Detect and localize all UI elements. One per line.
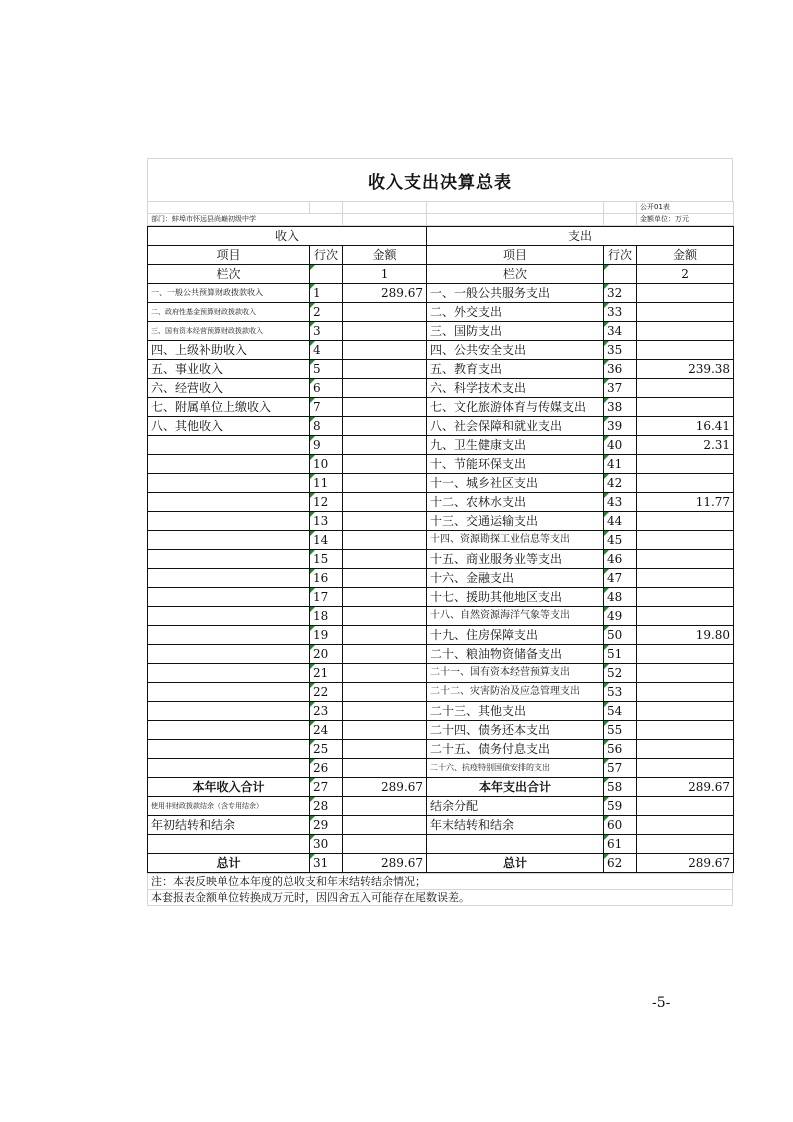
income-amount [343, 721, 427, 740]
table-row [148, 702, 734, 721]
expense-total-line: 59 [604, 797, 637, 816]
income-item [148, 759, 310, 778]
expense-item: 五、教育支出 [427, 360, 604, 379]
income-total-amount [343, 816, 427, 835]
expense-line: 38 [604, 398, 637, 417]
income-total-item: 总计 [148, 854, 310, 873]
department-row [148, 214, 734, 226]
table-row [148, 645, 734, 664]
expense-item: 十六、金融支出 [427, 569, 604, 588]
income-line: 7 [310, 398, 343, 417]
note-line-1: 注：本表反映单位本年度的总收支和年末结转结余情况； [148, 874, 733, 890]
income-amount [343, 417, 427, 436]
income-line: 12 [310, 493, 343, 512]
income-item: 六、经营收入 [148, 379, 310, 398]
expense-item: 三、国防支出 [427, 322, 604, 341]
income-amount [343, 341, 427, 360]
expense-line-header: 行次 [604, 246, 637, 265]
table-row [148, 626, 734, 645]
income-amount [343, 740, 427, 759]
expense-amount [637, 759, 734, 778]
expense-item: 十八、自然资源海洋气象等支出 [427, 607, 604, 626]
expense-line: 46 [604, 550, 637, 569]
table-row [148, 740, 734, 759]
expense-amount [637, 683, 734, 702]
expense-amount [637, 702, 734, 721]
income-col-label: 栏次 [148, 265, 310, 284]
total-row [148, 797, 734, 816]
income-amount [343, 455, 427, 474]
income-line: 23 [310, 702, 343, 721]
expense-total-amount: 289.67 [637, 854, 734, 873]
income-line: 2 [310, 303, 343, 322]
expense-line: 53 [604, 683, 637, 702]
expense-line: 56 [604, 740, 637, 759]
expense-amount [637, 303, 734, 322]
income-item: 八、其他收入 [148, 417, 310, 436]
expense-line: 39 [604, 417, 637, 436]
expense-item: 六、科学技术支出 [427, 379, 604, 398]
expense-amount [637, 531, 734, 550]
expense-item: 二十二、灾害防治及应急管理支出 [427, 683, 604, 702]
expense-item: 十三、交通运输支出 [427, 512, 604, 531]
income-line: 14 [310, 531, 343, 550]
expense-header: 支出 [427, 227, 734, 246]
expense-amount: 16.41 [637, 417, 734, 436]
meta-table [147, 201, 734, 226]
income-line: 25 [310, 740, 343, 759]
expense-item: 二十四、债务还本支出 [427, 721, 604, 740]
expense-line: 48 [604, 588, 637, 607]
expense-line: 49 [604, 607, 637, 626]
income-item: 三、国有资本经营预算财政拨款收入 [148, 322, 310, 341]
total-row [148, 778, 734, 797]
table-row [148, 474, 734, 493]
expense-total-amount [637, 816, 734, 835]
income-total-item: 年初结转和结余 [148, 816, 310, 835]
income-amount [343, 569, 427, 588]
income-line: 10 [310, 455, 343, 474]
expense-amount [637, 588, 734, 607]
expense-amount [637, 550, 734, 569]
income-amount [343, 607, 427, 626]
report-sheet [147, 158, 733, 906]
income-line: 20 [310, 645, 343, 664]
expense-item: 二十、粮油物资储备支出 [427, 645, 604, 664]
expense-amount [637, 474, 734, 493]
page-number: -5- [652, 995, 671, 1011]
expense-item: 十、节能环保支出 [427, 455, 604, 474]
income-item [148, 550, 310, 569]
income-line: 22 [310, 683, 343, 702]
table-row [148, 303, 734, 322]
income-item [148, 683, 310, 702]
expense-total-line: 58 [604, 778, 637, 797]
income-total-item: 本年收入合计 [148, 778, 310, 797]
income-item [148, 588, 310, 607]
expense-item: 十五、商业服务业等支出 [427, 550, 604, 569]
income-item-header: 项目 [148, 246, 310, 265]
income-amount [343, 531, 427, 550]
expense-total-item: 本年支出合计 [427, 778, 604, 797]
income-item [148, 474, 310, 493]
income-col-index: 1 [343, 265, 427, 284]
expense-line: 57 [604, 759, 637, 778]
expense-total-amount [637, 835, 734, 854]
table-row [148, 341, 734, 360]
expense-amount [637, 721, 734, 740]
income-amount [343, 683, 427, 702]
income-line: 6 [310, 379, 343, 398]
expense-item: 十一、城乡社区支出 [427, 474, 604, 493]
income-item [148, 721, 310, 740]
expense-total-line: 62 [604, 854, 637, 873]
table-body [148, 284, 734, 873]
income-amount [343, 512, 427, 531]
expense-line: 51 [604, 645, 637, 664]
income-item: 一、一般公共预算财政拨款收入 [148, 284, 310, 303]
table-row [148, 322, 734, 341]
income-total-line: 27 [310, 778, 343, 797]
income-total-item [148, 835, 310, 854]
income-item [148, 512, 310, 531]
budget-table [147, 226, 734, 873]
expense-item: 十二、农林水支出 [427, 493, 604, 512]
table-row [148, 436, 734, 455]
expense-line: 54 [604, 702, 637, 721]
expense-item: 九、卫生健康支出 [427, 436, 604, 455]
expense-amount [637, 284, 734, 303]
income-line: 3 [310, 322, 343, 341]
table-row [148, 588, 734, 607]
income-amount [343, 322, 427, 341]
expense-item: 十四、资源勘探工业信息等支出 [427, 531, 604, 550]
expense-line: 33 [604, 303, 637, 322]
income-line: 1 [310, 284, 343, 303]
table-row [148, 664, 734, 683]
expense-line: 52 [604, 664, 637, 683]
income-amount [343, 702, 427, 721]
table-row [148, 360, 734, 379]
expense-amount: 11.77 [637, 493, 734, 512]
expense-item: 十九、住房保障支出 [427, 626, 604, 645]
expense-line: 34 [604, 322, 637, 341]
income-amount: 289.67 [343, 284, 427, 303]
income-total-amount [343, 797, 427, 816]
expense-line: 55 [604, 721, 637, 740]
income-amount-header: 金额 [343, 246, 427, 265]
expense-amount [637, 569, 734, 588]
expense-item: 十七、援助其他地区支出 [427, 588, 604, 607]
income-line: 13 [310, 512, 343, 531]
table-row [148, 683, 734, 702]
expense-amount [637, 455, 734, 474]
table-row [148, 569, 734, 588]
notes-table [147, 873, 733, 906]
total-row [148, 816, 734, 835]
expense-total-amount [637, 797, 734, 816]
total-row [148, 835, 734, 854]
table-row [148, 512, 734, 531]
income-amount [343, 303, 427, 322]
income-amount [343, 398, 427, 417]
income-line: 11 [310, 474, 343, 493]
income-item [148, 645, 310, 664]
expense-item: 二十三、其他支出 [427, 702, 604, 721]
income-line: 24 [310, 721, 343, 740]
table-row [148, 379, 734, 398]
income-line: 21 [310, 664, 343, 683]
income-total-line: 30 [310, 835, 343, 854]
table-row [148, 493, 734, 512]
income-item: 七、附属单位上缴收入 [148, 398, 310, 417]
expense-col-label: 栏次 [427, 265, 604, 284]
income-item [148, 626, 310, 645]
table-row [148, 721, 734, 740]
table-row [148, 398, 734, 417]
income-amount [343, 759, 427, 778]
expense-line: 40 [604, 436, 637, 455]
report-title: 收入支出决算总表 [368, 172, 512, 193]
column-header-row [148, 246, 734, 265]
income-amount [343, 588, 427, 607]
expense-amount [637, 645, 734, 664]
section-header-row [148, 227, 734, 246]
income-line: 8 [310, 417, 343, 436]
table-row [148, 417, 734, 436]
table-row [148, 550, 734, 569]
income-item: 五、事业收入 [148, 360, 310, 379]
expense-amount [637, 322, 734, 341]
income-item [148, 569, 310, 588]
form-code-row [148, 202, 734, 214]
form-code: 公开01表 [637, 202, 734, 214]
income-amount [343, 493, 427, 512]
title-area [147, 158, 733, 201]
table-row [148, 455, 734, 474]
income-total-item: 使用非财政拨款结余（含专用结余） [148, 797, 310, 816]
income-line: 15 [310, 550, 343, 569]
expense-amount: 239.38 [637, 360, 734, 379]
department-name: 部门：蚌埠市怀远县尚巅初级中学 [148, 214, 343, 226]
expense-line: 36 [604, 360, 637, 379]
income-item [148, 493, 310, 512]
income-item [148, 436, 310, 455]
income-item [148, 531, 310, 550]
income-item [148, 607, 310, 626]
income-total-amount: 289.67 [343, 778, 427, 797]
income-total-amount: 289.67 [343, 854, 427, 873]
income-line: 26 [310, 759, 343, 778]
expense-amount [637, 512, 734, 531]
income-line: 19 [310, 626, 343, 645]
expense-line: 45 [604, 531, 637, 550]
table-row [148, 531, 734, 550]
expense-item: 二十六、抗疫特别国债安排的支出 [427, 759, 604, 778]
amount-unit: 金额单位：万元 [637, 214, 734, 226]
income-line: 17 [310, 588, 343, 607]
expense-line: 32 [604, 284, 637, 303]
income-amount [343, 550, 427, 569]
expense-total-item: 总计 [427, 854, 604, 873]
income-item [148, 664, 310, 683]
expense-amount: 2.31 [637, 436, 734, 455]
expense-line: 43 [604, 493, 637, 512]
expense-total-item: 年末结转和结余 [427, 816, 604, 835]
expense-line: 44 [604, 512, 637, 531]
income-line: 4 [310, 341, 343, 360]
income-line: 18 [310, 607, 343, 626]
expense-line: 37 [604, 379, 637, 398]
income-total-line: 31 [310, 854, 343, 873]
expense-amount [637, 740, 734, 759]
table-row [148, 284, 734, 303]
income-amount [343, 645, 427, 664]
expense-total-item: 结余分配 [427, 797, 604, 816]
total-row [148, 854, 734, 873]
income-item: 四、上级补助收入 [148, 341, 310, 360]
expense-total-line: 60 [604, 816, 637, 835]
expense-total-line: 61 [604, 835, 637, 854]
expense-amount: 19.80 [637, 626, 734, 645]
expense-item: 二十一、国有资本经营预算支出 [427, 664, 604, 683]
income-item [148, 455, 310, 474]
income-amount [343, 626, 427, 645]
income-total-amount [343, 835, 427, 854]
income-item [148, 740, 310, 759]
expense-line: 47 [604, 569, 637, 588]
expense-amount [637, 341, 734, 360]
income-amount [343, 379, 427, 398]
expense-item: 八、社会保障和就业支出 [427, 417, 604, 436]
income-item [148, 702, 310, 721]
expense-col-index: 2 [637, 265, 734, 284]
table-row [148, 607, 734, 626]
expense-line: 42 [604, 474, 637, 493]
expense-amount [637, 398, 734, 417]
income-total-line: 28 [310, 797, 343, 816]
income-total-line: 29 [310, 816, 343, 835]
expense-item: 四、公共安全支出 [427, 341, 604, 360]
income-amount [343, 474, 427, 493]
note-line-2: 本套报表金额单位转换成万元时，因四舍五入可能存在尾数误差。 [148, 890, 733, 906]
expense-total-item [427, 835, 604, 854]
expense-item: 二十五、债务付息支出 [427, 740, 604, 759]
income-line: 9 [310, 436, 343, 455]
table-row [148, 759, 734, 778]
expense-amount-header: 金额 [637, 246, 734, 265]
income-header: 收入 [148, 227, 427, 246]
income-amount [343, 436, 427, 455]
expense-line: 35 [604, 341, 637, 360]
income-line-header: 行次 [310, 246, 343, 265]
income-line: 16 [310, 569, 343, 588]
expense-item: 二、外交支出 [427, 303, 604, 322]
expense-line: 50 [604, 626, 637, 645]
expense-line: 41 [604, 455, 637, 474]
income-line: 5 [310, 360, 343, 379]
income-amount [343, 664, 427, 683]
expense-amount [637, 379, 734, 398]
column-index-row [148, 265, 734, 284]
expense-amount [637, 607, 734, 626]
expense-amount [637, 664, 734, 683]
income-item: 二、政府性基金预算财政拨款收入 [148, 303, 310, 322]
expense-item-header: 项目 [427, 246, 604, 265]
expense-item: 七、文化旅游体育与传媒支出 [427, 398, 604, 417]
income-amount [343, 360, 427, 379]
expense-item: 一、一般公共服务支出 [427, 284, 604, 303]
expense-total-amount: 289.67 [637, 778, 734, 797]
